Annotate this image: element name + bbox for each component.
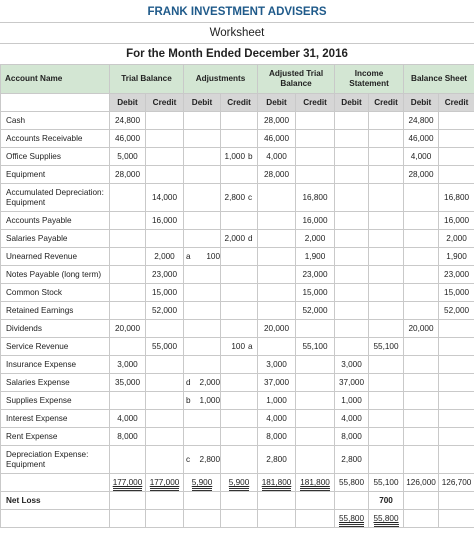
tb-cr-cell: 55,000 <box>146 338 184 356</box>
adj-credit-cell <box>221 230 258 248</box>
subheader-blank <box>1 94 110 112</box>
tb-dr-cell <box>110 446 146 474</box>
atb-dr-cell: 46,000 <box>258 130 296 148</box>
is-dr-cell <box>335 266 369 284</box>
adj-credit-cell <box>221 284 258 302</box>
adj-amount: 2,000 <box>224 234 246 243</box>
adj-debit-cell <box>184 374 221 392</box>
is-dr-cell <box>335 130 369 148</box>
period-title: For the Month Ended December 31, 2016 <box>126 48 348 60</box>
account-name: Supplies Expense <box>1 392 110 410</box>
atb-cr-cell: 1,900 <box>296 248 335 266</box>
is-dr-cell <box>335 112 369 130</box>
table-row <box>1 302 474 320</box>
adj-credit-cell <box>221 112 258 130</box>
worksheet-table <box>0 64 474 528</box>
atb-dr-cell: 37,000 <box>258 374 296 392</box>
final-balance-row <box>1 510 474 528</box>
is-cr-cell <box>369 184 404 212</box>
table-row <box>1 320 474 338</box>
account-name: Accounts Receivable <box>1 130 110 148</box>
total-bs-credit: 126,700 <box>439 474 474 492</box>
adj-credit-cell <box>221 130 258 148</box>
adj-debit-cell <box>184 266 221 284</box>
account-name: Office Supplies <box>1 148 110 166</box>
is-dr-cell <box>335 212 369 230</box>
atb-cr-cell <box>296 410 335 428</box>
adj-debit-cell <box>184 392 221 410</box>
atb-dr-cell: 2,800 <box>258 446 296 474</box>
is-cr-cell <box>369 248 404 266</box>
worksheet-body <box>1 112 474 528</box>
account-name: Salaries Payable <box>1 230 110 248</box>
net-loss-amount: 700 <box>369 492 404 510</box>
atb-cr-cell: 55,100 <box>296 338 335 356</box>
adjustments-header: Adjustments <box>184 65 258 94</box>
adj-debit-header: Debit <box>184 94 221 112</box>
atb-cr-cell <box>296 356 335 374</box>
table-row <box>1 446 474 474</box>
adj-debit-cell <box>184 230 221 248</box>
is-cr-cell <box>369 446 404 474</box>
tb-dr-cell <box>110 392 146 410</box>
tb-cr-cell: 15,000 <box>146 284 184 302</box>
tb-dr-cell: 46,000 <box>110 130 146 148</box>
final-is-credit: 55,800 <box>369 510 404 528</box>
total-bs-debit: 126,000 <box>404 474 439 492</box>
tb-dr-cell <box>110 284 146 302</box>
atb-cr-cell <box>296 392 335 410</box>
tb-cr-cell <box>146 148 184 166</box>
tb-cr-cell <box>146 374 184 392</box>
adj-credit-cell <box>221 356 258 374</box>
adj-credit-cell <box>221 212 258 230</box>
atb-cr-cell <box>296 166 335 184</box>
atb-dr-cell <box>258 302 296 320</box>
adj-amount: 100 <box>231 342 246 351</box>
is-cr-cell: 55,100 <box>369 338 404 356</box>
is-cr-cell <box>369 148 404 166</box>
tb-cr-cell <box>146 356 184 374</box>
is-cr-cell <box>369 410 404 428</box>
table-row <box>1 338 474 356</box>
is-dr-cell <box>335 284 369 302</box>
bs-cr-cell <box>439 112 474 130</box>
adj-credit-cell <box>221 248 258 266</box>
tb-cr-cell <box>146 392 184 410</box>
adj-ref-letter: d <box>186 378 191 387</box>
atb-cr-cell <box>296 112 335 130</box>
atb-debit-header: Debit <box>258 94 296 112</box>
bs-cr-cell <box>439 130 474 148</box>
account-name: Rent Expense <box>1 428 110 446</box>
tb-cr-cell: 2,000 <box>146 248 184 266</box>
bs-cr-cell <box>439 428 474 446</box>
table-row <box>1 248 474 266</box>
table-row <box>1 284 474 302</box>
tb-dr-cell: 24,800 <box>110 112 146 130</box>
atb-cr-cell: 23,000 <box>296 266 335 284</box>
table-row <box>1 428 474 446</box>
bs-cr-cell <box>439 338 474 356</box>
adj-debit-cell <box>184 212 221 230</box>
final-is-debit: 55,800 <box>335 510 369 528</box>
bs-dr-cell: 28,000 <box>404 166 439 184</box>
adj-amount: 1,000 <box>224 152 246 161</box>
bs-credit-header: Credit <box>439 94 474 112</box>
tb-dr-cell: 5,000 <box>110 148 146 166</box>
is-dr-cell: 4,000 <box>335 410 369 428</box>
bs-cr-cell: 16,000 <box>439 212 474 230</box>
tb-dr-cell <box>110 266 146 284</box>
atb-dr-cell: 4,000 <box>258 148 296 166</box>
bs-cr-cell: 2,000 <box>439 230 474 248</box>
atb-cr-cell: 15,000 <box>296 284 335 302</box>
atb-cr-cell <box>296 130 335 148</box>
adj-debit-cell <box>184 130 221 148</box>
is-dr-cell <box>335 302 369 320</box>
adj-credit-cell <box>221 184 258 212</box>
tb-dr-cell <box>110 302 146 320</box>
tb-dr-cell <box>110 338 146 356</box>
is-cr-cell <box>369 302 404 320</box>
adj-ref-letter: a <box>186 252 191 261</box>
tb-dr-cell <box>110 184 146 212</box>
bs-dr-cell <box>404 428 439 446</box>
adj-debit-cell <box>184 184 221 212</box>
tb-dr-cell <box>110 230 146 248</box>
atb-cr-cell <box>296 428 335 446</box>
totals-row <box>1 474 474 492</box>
account-name: Cash <box>1 112 110 130</box>
atb-dr-cell: 1,000 <box>258 392 296 410</box>
total-atb-debit: 181,800 <box>258 474 296 492</box>
bs-dr-cell: 4,000 <box>404 148 439 166</box>
atb-dr-cell <box>258 338 296 356</box>
adj-credit-cell <box>221 338 258 356</box>
adj-ref-letter: a <box>248 342 253 351</box>
bs-dr-cell <box>404 356 439 374</box>
adjusted-trial-balance-header: Adjusted Trial Balance <box>258 65 335 94</box>
is-cr-cell <box>369 166 404 184</box>
adj-credit-cell <box>221 320 258 338</box>
bs-cr-cell <box>439 392 474 410</box>
tb-dr-cell <box>110 212 146 230</box>
is-cr-cell <box>369 130 404 148</box>
table-row <box>1 266 474 284</box>
table-row <box>1 166 474 184</box>
atb-dr-cell: 3,000 <box>258 356 296 374</box>
bs-dr-cell <box>404 248 439 266</box>
account-name: Notes Payable (long term) <box>1 266 110 284</box>
table-row <box>1 184 474 212</box>
total-tb-credit: 177,000 <box>146 474 184 492</box>
adj-debit-cell <box>184 248 221 266</box>
tb-dr-cell: 4,000 <box>110 410 146 428</box>
table-row <box>1 374 474 392</box>
table-row <box>1 148 474 166</box>
subheader-row <box>1 94 474 112</box>
table-row <box>1 230 474 248</box>
account-name: Unearned Revenue <box>1 248 110 266</box>
balance-sheet-header: Balance Sheet <box>404 65 474 94</box>
account-name: Insurance Expense <box>1 356 110 374</box>
adj-debit-cell <box>184 320 221 338</box>
atb-dr-cell: 4,000 <box>258 410 296 428</box>
atb-cr-cell: 52,000 <box>296 302 335 320</box>
adj-amount: 2,800 <box>224 193 246 202</box>
account-name: Interest Expense <box>1 410 110 428</box>
is-cr-cell <box>369 356 404 374</box>
tb-cr-cell <box>146 112 184 130</box>
account-name-header: Account Name <box>1 65 110 94</box>
tb-cr-cell: 52,000 <box>146 302 184 320</box>
trial-balance-header: Trial Balance <box>110 65 184 94</box>
is-dr-cell <box>335 248 369 266</box>
bs-debit-header: Debit <box>404 94 439 112</box>
atb-dr-cell: 8,000 <box>258 428 296 446</box>
worksheet-title-row <box>0 23 474 44</box>
atb-cr-cell: 16,800 <box>296 184 335 212</box>
adj-debit-cell <box>184 284 221 302</box>
is-cr-cell <box>369 284 404 302</box>
is-cr-cell <box>369 212 404 230</box>
bs-dr-cell <box>404 410 439 428</box>
adj-debit-cell <box>184 148 221 166</box>
bs-cr-cell <box>439 446 474 474</box>
tb-dr-cell: 3,000 <box>110 356 146 374</box>
bs-cr-cell <box>439 148 474 166</box>
table-row <box>1 392 474 410</box>
is-dr-cell <box>335 166 369 184</box>
tb-cr-cell <box>146 130 184 148</box>
bs-cr-cell <box>439 166 474 184</box>
account-name: Depreciation Expense: Equipment <box>1 446 110 474</box>
bs-dr-cell <box>404 374 439 392</box>
adj-credit-cell <box>221 392 258 410</box>
adj-amount: 2,000 <box>199 378 221 387</box>
tb-dr-cell: 28,000 <box>110 166 146 184</box>
is-cr-cell <box>369 266 404 284</box>
tb-cr-cell <box>146 230 184 248</box>
atb-cr-cell: 16,000 <box>296 212 335 230</box>
total-is-credit: 55,100 <box>369 474 404 492</box>
table-row <box>1 212 474 230</box>
account-name: Equipment <box>1 166 110 184</box>
total-tb-debit: 177,000 <box>110 474 146 492</box>
atb-dr-cell <box>258 230 296 248</box>
bs-dr-cell <box>404 184 439 212</box>
adj-credit-cell <box>221 166 258 184</box>
atb-dr-cell <box>258 212 296 230</box>
is-cr-cell <box>369 230 404 248</box>
is-dr-cell: 3,000 <box>335 356 369 374</box>
account-name: Service Revenue <box>1 338 110 356</box>
bs-cr-cell: 1,900 <box>439 248 474 266</box>
atb-cr-cell <box>296 374 335 392</box>
is-dr-cell <box>335 320 369 338</box>
adj-debit-cell <box>184 446 221 474</box>
worksheet-header <box>0 0 474 23</box>
account-name: Accumulated Depreciation: Equipment <box>1 184 110 212</box>
atb-cr-cell <box>296 148 335 166</box>
atb-dr-cell <box>258 266 296 284</box>
adj-credit-cell <box>221 266 258 284</box>
adj-credit-cell <box>221 374 258 392</box>
adj-amount: 100 <box>206 252 221 261</box>
adj-credit-cell <box>221 410 258 428</box>
period-row <box>0 44 474 64</box>
tb-cr-cell <box>146 428 184 446</box>
tb-credit-header: Credit <box>146 94 184 112</box>
bs-dr-cell <box>404 230 439 248</box>
atb-cr-cell <box>296 446 335 474</box>
atb-dr-cell <box>258 184 296 212</box>
total-atb-credit: 181,800 <box>296 474 335 492</box>
is-dr-cell: 37,000 <box>335 374 369 392</box>
bs-dr-cell: 24,800 <box>404 112 439 130</box>
tb-cr-cell <box>146 166 184 184</box>
atb-cr-cell <box>296 320 335 338</box>
is-credit-header: Credit <box>369 94 404 112</box>
worksheet-title: Worksheet <box>209 27 265 39</box>
total-adj-credit: 5,900 <box>221 474 258 492</box>
table-row <box>1 112 474 130</box>
adj-ref-letter: c <box>248 193 253 202</box>
is-cr-cell <box>369 320 404 338</box>
income-statement-header: Income Statement <box>335 65 404 94</box>
is-debit-header: Debit <box>335 94 369 112</box>
bs-cr-cell: 15,000 <box>439 284 474 302</box>
adj-debit-cell <box>184 338 221 356</box>
is-dr-cell <box>335 338 369 356</box>
is-dr-cell: 8,000 <box>335 428 369 446</box>
atb-dr-cell: 20,000 <box>258 320 296 338</box>
account-name: Accounts Payable <box>1 212 110 230</box>
atb-credit-header: Credit <box>296 94 335 112</box>
bs-dr-cell <box>404 392 439 410</box>
bs-cr-cell <box>439 374 474 392</box>
table-row <box>1 356 474 374</box>
company-name: FRANK INVESTMENT ADVISERS <box>147 6 327 18</box>
adj-debit-cell <box>184 428 221 446</box>
account-name: Retained Earnings <box>1 302 110 320</box>
adj-credit-cell <box>221 148 258 166</box>
tb-dr-cell: 35,000 <box>110 374 146 392</box>
tb-dr-cell: 8,000 <box>110 428 146 446</box>
bs-cr-cell <box>439 320 474 338</box>
bs-dr-cell <box>404 284 439 302</box>
tb-cr-cell <box>146 410 184 428</box>
is-cr-cell <box>369 428 404 446</box>
tb-cr-cell: 16,000 <box>146 212 184 230</box>
account-name: Salaries Expense <box>1 374 110 392</box>
tb-cr-cell <box>146 320 184 338</box>
bs-dr-cell <box>404 266 439 284</box>
tb-cr-cell <box>146 446 184 474</box>
is-dr-cell: 1,000 <box>335 392 369 410</box>
adj-debit-cell <box>184 166 221 184</box>
adj-debit-cell <box>184 302 221 320</box>
adj-amount: 2,800 <box>199 455 221 464</box>
is-dr-cell <box>335 184 369 212</box>
tb-dr-cell: 20,000 <box>110 320 146 338</box>
adj-credit-cell <box>221 446 258 474</box>
adj-credit-header: Credit <box>221 94 258 112</box>
bs-dr-cell: 20,000 <box>404 320 439 338</box>
totals-label <box>1 474 110 492</box>
atb-dr-cell <box>258 248 296 266</box>
table-row <box>1 130 474 148</box>
atb-dr-cell <box>258 284 296 302</box>
adj-credit-cell <box>221 428 258 446</box>
net-loss-label: Net Loss <box>1 492 110 510</box>
bs-dr-cell: 46,000 <box>404 130 439 148</box>
account-name: Common Stock <box>1 284 110 302</box>
account-name: Dividends <box>1 320 110 338</box>
adj-amount: 1,000 <box>199 396 221 405</box>
bs-cr-cell: 23,000 <box>439 266 474 284</box>
bs-dr-cell <box>404 302 439 320</box>
is-cr-cell <box>369 374 404 392</box>
tb-cr-cell: 23,000 <box>146 266 184 284</box>
adj-debit-cell <box>184 112 221 130</box>
atb-cr-cell: 2,000 <box>296 230 335 248</box>
tb-debit-header: Debit <box>110 94 146 112</box>
bs-cr-cell: 16,800 <box>439 184 474 212</box>
adj-ref-letter: b <box>186 396 191 405</box>
is-cr-cell <box>369 392 404 410</box>
is-dr-cell <box>335 230 369 248</box>
bs-dr-cell <box>404 338 439 356</box>
adj-debit-cell <box>184 356 221 374</box>
table-row <box>1 410 474 428</box>
net-loss-row <box>1 492 474 510</box>
adj-ref-letter: c <box>186 455 191 464</box>
adj-debit-cell <box>184 410 221 428</box>
atb-dr-cell: 28,000 <box>258 166 296 184</box>
bs-dr-cell <box>404 446 439 474</box>
total-is-debit: 55,800 <box>335 474 369 492</box>
adj-ref-letter: d <box>248 234 253 243</box>
tb-cr-cell: 14,000 <box>146 184 184 212</box>
total-adj-debit: 5,900 <box>184 474 221 492</box>
group-header-row <box>1 65 474 94</box>
atb-dr-cell: 28,000 <box>258 112 296 130</box>
bs-cr-cell <box>439 356 474 374</box>
bs-cr-cell: 52,000 <box>439 302 474 320</box>
bs-dr-cell <box>404 212 439 230</box>
bs-cr-cell <box>439 410 474 428</box>
is-cr-cell <box>369 112 404 130</box>
adj-ref-letter: b <box>248 152 253 161</box>
is-dr-cell <box>335 148 369 166</box>
is-dr-cell: 2,800 <box>335 446 369 474</box>
tb-dr-cell <box>110 248 146 266</box>
adj-credit-cell <box>221 302 258 320</box>
